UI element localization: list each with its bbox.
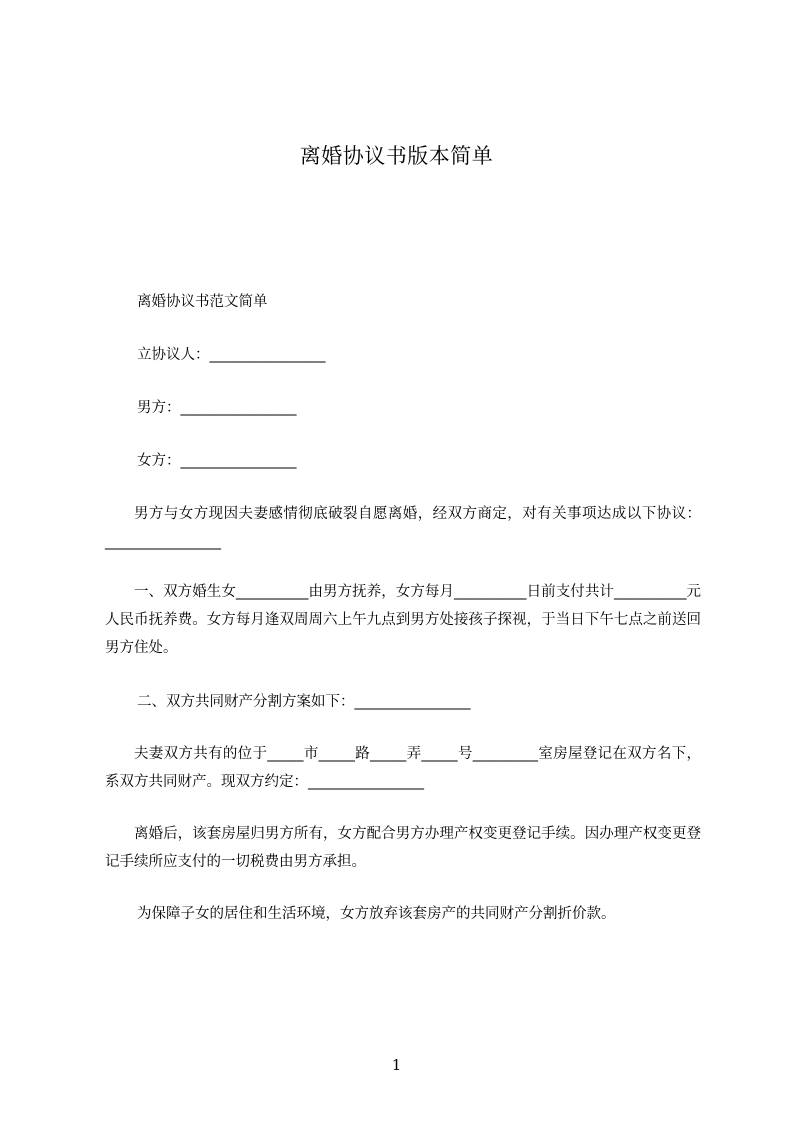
house-paragraph: 夫妻双方共有的位于_____市_____路_____弄_____号_________室房屋登记在双方名下，系双方共同财产。现双方约定：________________	[105, 746, 701, 790]
intro-paragraph: 男方与女方现因夫妻感情彻底破裂自愿离婚，经双方商定，对有关事项达成以下协议：________________	[105, 506, 701, 550]
child-custody-paragraph: 一、双方婚生女__________由男方抚养，女方每月__________日前支付共计__________元人民币抚养费。女方每月逢双周周六上午九点到男方处接孩子探视，于当日下午七点之前送回男方住处。	[105, 584, 701, 656]
document-title: 离婚协议书版本简单	[299, 144, 494, 168]
house-waiver-paragraph: 为保障子女的居住和生活环境，女方放弃该套房产的共同财产分割折价款。	[137, 906, 616, 922]
husband-line: 男方：________________	[137, 400, 297, 416]
agreement-maker-line: 立协议人：________________	[137, 347, 326, 363]
wife-line: 女方：________________	[137, 453, 297, 469]
document-subtitle: 离婚协议书范文简单	[137, 294, 268, 310]
property-heading: 二、双方共同财产分割方案如下：________________	[137, 694, 471, 710]
page-number: 1	[391, 1056, 402, 1074]
house-ownership-paragraph: 离婚后，该套房屋归男方所有，女方配合男方办理产权变更登记手续。因办理产权变更登记手续所应支付的一切税费由男方承担。	[105, 826, 701, 870]
